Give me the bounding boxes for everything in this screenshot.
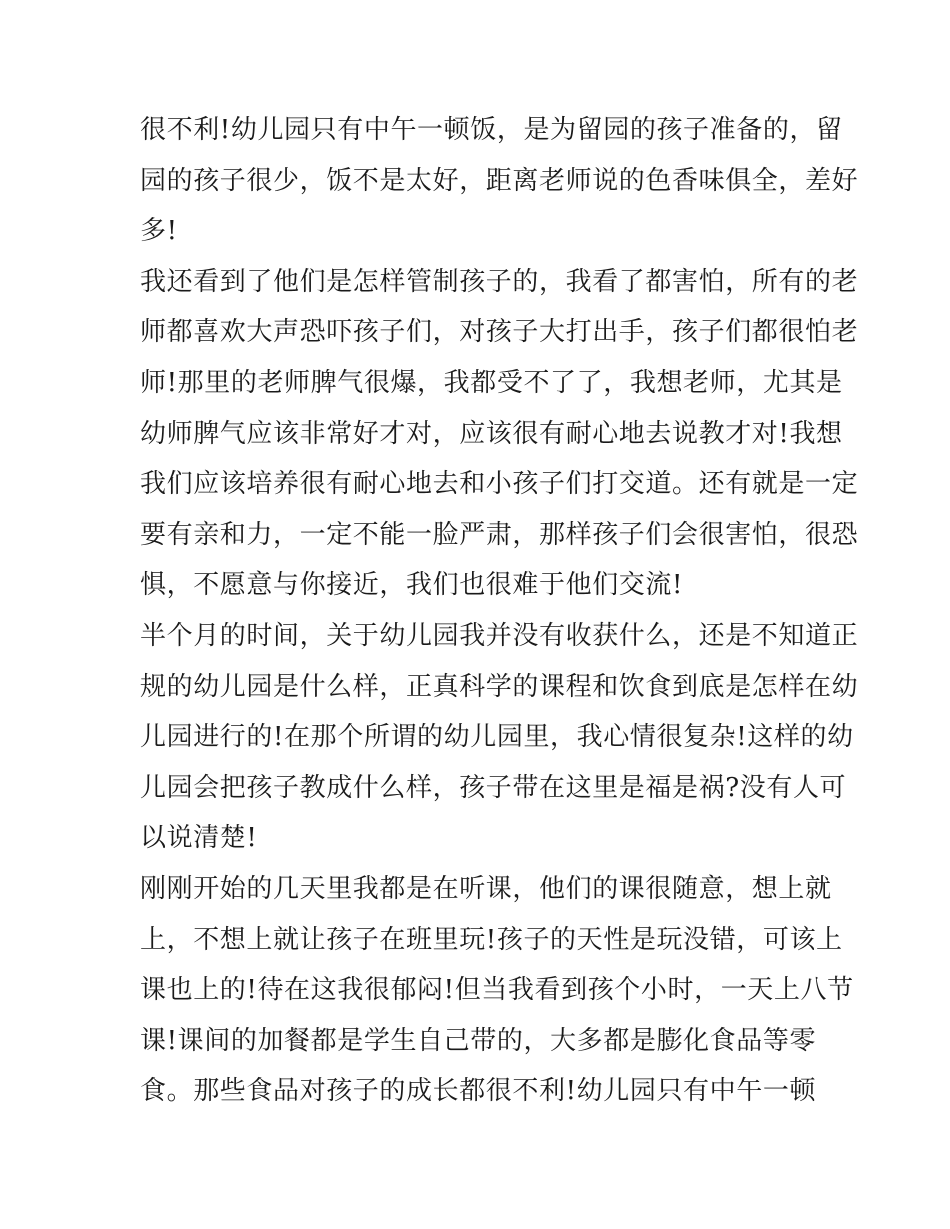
text-line: 园的孩子很少，饭不是太好，距离老师说的色香味俱全，差好: [140, 165, 859, 196]
text-line: 师都喜欢大声恐吓孩子们，对孩子大打出手，孩子们都很怕老: [140, 317, 859, 348]
body-text: [140, 105, 859, 1117]
text-line: 课!课间的加餐都是学生自己带的，大多都是膨化食品等零: [140, 1025, 817, 1056]
text-line: 规的幼儿园是什么样，正真科学的课程和饮食到底是怎样在幼: [140, 671, 859, 702]
text-line: 以说清楚!: [140, 823, 258, 854]
text-line: 儿园进行的!在那个所谓的幼儿园里，我心情很复杂!这样的幼: [140, 722, 854, 753]
text-line: 多!: [140, 216, 178, 247]
text-line: 儿园会把孩子教成什么样，孩子带在这里是福是祸?没有人可: [140, 772, 847, 803]
text-line: 要有亲和力，一定不能一脸严肃，那样孩子们会很害怕，很恐: [140, 519, 859, 550]
text-line: 课也上的!待在这我很郁闷!但当我看到孩个小时，一天上八节: [140, 975, 854, 1006]
text-line: 师!那里的老师脾气很爆，我都受不了了，我想老师，尤其是: [140, 367, 843, 398]
text-line: 半个月的时间，关于幼儿园我并没有收获什么，还是不知道正: [140, 620, 859, 651]
text-line: 食。那些食品对孩子的成长都很不利!幼儿园只有中午一顿: [140, 1076, 817, 1107]
text-line: 幼师脾气应该非常好才对，应该很有耐心地去说教才对!我想: [140, 418, 843, 449]
text-line: 我还看到了他们是怎样管制孩子的，我看了都害怕，所有的老: [140, 266, 859, 297]
text-line: 刚刚开始的几天里我都是在听课，他们的课很随意，想上就: [140, 873, 832, 904]
text-line: 很不利!幼儿园只有中午一顿饭，是为留园的孩子准备的，留: [140, 115, 843, 145]
text-line: 上，不想上就让孩子在班里玩!孩子的天性是玩没错，可该上: [140, 924, 843, 955]
text-line: 惧，不愿意与你接近，我们也很难于他们交流!: [140, 570, 684, 601]
text-line: 我们应该培养很有耐心地去和小孩子们打交道。还有就是一定: [140, 469, 859, 500]
